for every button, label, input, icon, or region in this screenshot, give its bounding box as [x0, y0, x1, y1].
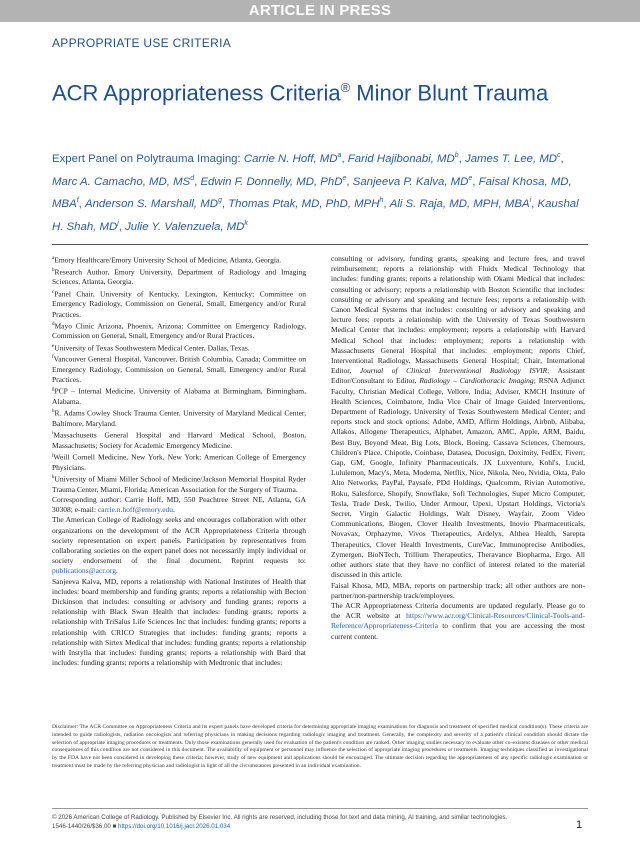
author-affiliation-marker: b	[454, 152, 459, 159]
affiliation-text: R. Adams Cowley Shock Trauma Center, University of Maryland Medical Center, Baltimore, Maryland.	[52, 408, 306, 429]
affiliation-marker: i	[52, 431, 54, 437]
author-affiliation-marker: j	[117, 220, 119, 228]
article-title	[52, 74, 612, 107]
acr-collaboration-statement	[52, 515, 306, 576]
affiliation-text: University of Miami Miller School of Medicine/Jackson Memorial Hospital Ryder Trauma Center, Miami, Florida; American Association for the Surgery of Trauma.	[52, 474, 306, 494]
affiliation-text: Emory Healthcare/Emory University School of Medicine, Atlanta, Georgia.	[54, 255, 282, 265]
affiliation	[52, 407, 306, 429]
author-name: Julie Y. Valenzuela, MD	[125, 221, 245, 234]
affiliation	[52, 288, 306, 320]
affiliation-marker: a	[52, 256, 55, 261]
author-name: Anderson S. Marshall, MD	[84, 198, 218, 211]
disclaimer: Disclaimer: The ACR Committee on Appropriateness Criteria and its expert panels have developed criteria for determining appropriate imaging examinations for diagnosis and treatment of specified medical condition(s). These criteria are intended to guide radiologists, radiation oncologists and referring physicians in making decisions regarding radiologic imaging and treatment. Generally, the complexity and severity of a patient's clinical condition should dictate the selection of appropriate imaging procedures or treatments. Only those examinations generally used for evaluation of the patient's condition are ranked. Other imaging studies necessary to evaluate other co-existent diseases or other medical consequences of this condition are not considered in this document. The availability of equipment or personnel may influence the selection of appropriate imaging procedures or treatments. Imaging techniques classified as investigational by the FDA have not been considered in developing these criteria; however, study of new equipment and applications should be encouraged. The ultimate decision regarding the appropriateness of any specific radiologic examination or treatment must be made by the referring physician and radiologist in light of all the circumstances presented in an individual examination.	[52, 724, 588, 769]
doi-link[interactable]: https://doi.org/10.1016/j.jacr.2026.01.034	[118, 823, 231, 830]
affiliation-text: Research Author, Emory University, Department of Radiology and Imaging Sciences, Atlanta, Georgia.	[52, 267, 306, 287]
update-text-b: to confirm that you are accessing the most current content.	[331, 621, 585, 641]
footer-rule	[52, 808, 588, 809]
kalva-disclosure: Sanjeeva Kalva, MD, reports a relationship with National Institutes of Health that includes: board membership and funding grants; reports a relationship with Becton Dickinson that includes: consulting or advisory and funding grants; reports a relationship with Black Swan Health that includes: funding grants; reports a relationship with TriSalus Life Sciences Inc that includes: funding grants; reports a relationship with CRICO Strategies that includes: funding grants; reports a relationship with Sirtex Medical that includes: funding grants; reports a relationship with Instylla that includes: funding grants; reports a relationship with Bard that includes: funding grants; reports a relationship with Medtronic that includes:	[52, 576, 306, 668]
affiliation-text: Mayo Clinic Arizona, Phoenix, Arizona; Committee on Emergency Radiology, Commission on General, Small, Emergency and/or Rural Practices.	[52, 321, 306, 341]
affiliation	[52, 429, 306, 451]
affiliation-marker: g	[52, 387, 55, 393]
journal-name-2: Radiology – Cardiothoracic Imaging	[419, 376, 534, 386]
author-affiliation-marker: c	[557, 152, 561, 159]
affiliation-marker: j	[52, 453, 54, 459]
affiliation-marker: b	[52, 267, 55, 273]
page-number: 1	[576, 819, 583, 831]
right-column	[331, 254, 585, 642]
left-column	[52, 254, 306, 668]
affiliations	[52, 254, 306, 495]
affiliation-marker: c	[52, 289, 55, 295]
affiliation	[52, 254, 306, 266]
acr-statement-text: The American College of Radiology seeks and encourages collaboration with other organizations on the development of the ACR Appropriateness Criteria through society representation on expert panels. Participation by representatives from collaborating societies on the expert panel does not necessarily imply individual or society endorsement of the final document. Reprint requests to:	[52, 515, 306, 566]
expert-panel-label: Expert Panel on Polytrauma Imaging:	[52, 152, 244, 165]
affiliation-marker: h	[52, 409, 55, 415]
corresponding-author	[52, 495, 306, 515]
affiliation	[52, 385, 306, 407]
author-affiliation-marker: i	[529, 197, 532, 205]
author-name: James T. Lee, MD	[465, 152, 558, 165]
header-rule	[52, 244, 588, 245]
section-label: APPROPRIATE USE CRITERIA	[52, 36, 232, 50]
corresponding-end: .	[173, 505, 175, 515]
khosa-disclosure: Faisal Khosa, MD, MBA, reports on partnership track; all other authors are non-partner/non-partnership track/employees.	[331, 580, 585, 600]
affiliation-marker: k	[52, 475, 55, 481]
author-name: Ali S. Raja, MD, MPH, MBA	[389, 198, 530, 211]
issn-line	[52, 822, 522, 831]
copyright-line: © 2026 American College of Radiology. Published by Elsevier Inc. All rights are reserved, including those for text and data mining, AI training, and similar technologies.	[52, 814, 508, 821]
author-affiliation-marker: h	[379, 197, 384, 205]
article-in-press-banner: ARTICLE IN PRESS	[0, 0, 640, 22]
corresponding-email-link[interactable]: carrie.n.hoff@emory.edu	[97, 505, 174, 515]
affiliation-text: University of Texas Southwestern Medical Center, Dallas, Texas.	[54, 343, 250, 353]
affiliation-marker: e	[52, 343, 55, 349]
author-list	[52, 146, 592, 237]
journal-name: Journal of Clinical Interventional Radiology ISVIR	[359, 366, 548, 376]
affiliation	[52, 451, 306, 473]
footer	[52, 813, 522, 831]
affiliation	[52, 473, 306, 495]
acr-criteria-link[interactable]: https://www.acr.org/Clinical-Resources/Clinical-Tools-and-Reference/Appropriateness-Criteria	[331, 611, 585, 631]
criteria-update-note	[331, 601, 585, 642]
acr-statement-end: .	[116, 566, 118, 576]
affiliation-text: Weill Cornell Medicine, New York, New York; American College of Emergency Physicians.	[52, 452, 306, 472]
author-name: Thomas Ptak, MD, PhD, MPH	[228, 198, 380, 211]
author-affiliation-marker: e	[468, 174, 473, 182]
author-name: Carrie N. Hoff, MD	[243, 152, 338, 165]
registered-mark: ®	[340, 80, 351, 95]
corresponding-text: Corresponding author: Carrie Hoff, MD, 550 Peachtree Street NE, Atlanta, GA 30308; e-mail:	[52, 494, 306, 515]
author-affiliation-marker: k	[244, 220, 248, 228]
author-affiliation-marker: a	[337, 152, 342, 159]
author-name: Sanjeeva P. Kalva, MD	[352, 175, 469, 188]
disclosure-continued	[331, 254, 585, 581]
author-name: Marc A. Camacho, MD, MS	[52, 175, 191, 188]
title-main: ACR Appropriateness Criteria	[52, 80, 341, 106]
affiliation	[52, 353, 306, 385]
title-rest: Minor Blunt Trauma	[350, 80, 549, 106]
disclosure-text-a: consulting or advisory, funding grants, speaking and lecture fees, and travel reimbursement; reports a relationship with Fluidx Medical Technology that includes: funding grants; reports a relationship with Okami Medical that includes: consulting or advisory; reports a relationship with Boston Scientific that includes: consulting or advisory and speaking and lecture fees; reports a relationship with Canon Medical Systems that includes: consulting or advisory and speaking and lecture fees; reports a relationship with the University of Texas Southwestern Medical Center that includes: employment; reports a relationship with Harvard Medical School that includes: employment; reports a relationship with Massachusetts General Hospital that includes: employment; reports Chief, Interventional Radiology, Massachusetts General Hospital; Chair, International Editor,	[331, 254, 585, 376]
author-name: Kaushal H. Shah, MD	[52, 198, 579, 234]
author-name: Edwin F. Donnelly, MD, PhD	[200, 175, 343, 188]
author-names: Carrie N. Hoff, $MD^a$, Farid Hajibonabi, $MD^b$, James T. Lee, $MD^c$, Marc A. Camacho, MD, $MS^d$, Edwin F. Donnelly, MD, PhD$^e$, Sanjeeva P. Kalva, MDe, Faisal Khosa, MD, MBA$^f$, Anderson S. Marshall, $MD^g$, Thomas Ptak, MD, PhD, MPH$^h$, Ali S. Raja, MD, MPH, MBA$^i$, Kaushal H. Shah, $MD^j$, Julie Y. Valenzuela, $MD^k$	[52, 152, 579, 234]
reprint-email-link[interactable]: publications@acr.org	[52, 566, 117, 576]
affiliation-text: Panel Chair, University of Kentucky, Lexington, Kentucky; Committee on Emergency Radiology, Commission on General, Small, Emergency and/or Rural Practices.	[52, 289, 306, 319]
author-affiliation-marker: f	[76, 197, 79, 205]
affiliation-text: Massachusetts General Hospital and Harvard Medical School, Boston, Massachusetts; Society for Academic Emergency Medicine.	[52, 430, 306, 450]
affiliation	[52, 320, 306, 342]
affiliation-text: Vancouver General Hospital, Vancouver, British Columbia, Canada; Committee on Emergency Radiology, Commission on General, Small, Emergency and/or Rural Practices.	[52, 354, 306, 385]
update-text-a: The ACR Appropriateness Criteria documents are updated regularly. Please go to the ACR website at	[331, 600, 585, 621]
author-name: Faisal Khosa, MD, MBA	[52, 175, 572, 211]
author-affiliation-marker: g	[217, 197, 222, 205]
affiliation	[52, 342, 306, 354]
disclosure-text-b: ; Assistant Editor/Consultant to Editor,	[331, 366, 585, 386]
affiliation-text: PCP – Internal Medicine, University of Alabama at Birmingham, Birmingham, Alabama.	[52, 386, 306, 407]
author-affiliation-marker: d	[190, 174, 195, 182]
author-affiliation-marker: e	[342, 174, 347, 182]
disclosure-text-c: ; RSNA Adjunct Faculty, Christian Medical College, Vellore, India; Adviser, KMCH Institute of Health Sciences, Coimbatore, India Vice Chair of Image Guided Interventions, Department of Radiology, University of Texas Southwestern Medical Center; and reports stock and stock options: Adobe, AMD, Affirm Holdings, Airbnb, Alibaba, Allakos, Allogene Therapeutics, Alphabet, Amazon, AMC, Apple, ARM, Baidu, Best Buy, Beyond Meat, Big Lots, Block, Boeing, Cassava Sciences, Chemours, Children's Place, Chipotle, Coinbase, Datasea, Docusign, Doximity, FedEx, Fiverr, Gap, GM, Google, Infinity Pharmaceuticals, JX Luxventure, Kohl's, Lucid, Lululemon, Macy's, Meta, Moderna, Netflix, Nice, Nikola, Neo, Nvidia, Okta, Palo Alto Networks, PayPal, Paysafe, PDd Holdings, Qualcomm, Rivian Automotive, Roku, Salesforce, Shopify, Snowflake, Sofi Technologies, Super Micro Computer, Tesla, Trade Desk, Twilio, Under Armour, Upexi, Upstart Holdings, Victoria's Secret, Virgin Galactic Holdings, Walt Disney, Wayfair, Zoom Video Communications, Biogen, Clover Health Investments, Inovio Pharmaceuticals, Novavax, Orphazyme, Vivos Therapeutics, Ardelyx, Althea Health, Sarepta Therapeutics, Clover Health Investments, CureVac, Immunoprecise Antibodies, Zymergen, BioNTech, Trillium Therapeutics, Theravance Biopharma, Ergo. All other authors state that they have no conflict of interest related to the material discussed in this article.	[331, 376, 585, 580]
affiliation-marker: f	[52, 355, 54, 361]
affiliation	[52, 266, 306, 288]
issn-text: 1546-1440/26/$36.00 ■	[52, 823, 119, 830]
affiliation-marker: d	[52, 321, 55, 327]
author-name: Farid Hajibonabi, MD	[347, 152, 455, 165]
